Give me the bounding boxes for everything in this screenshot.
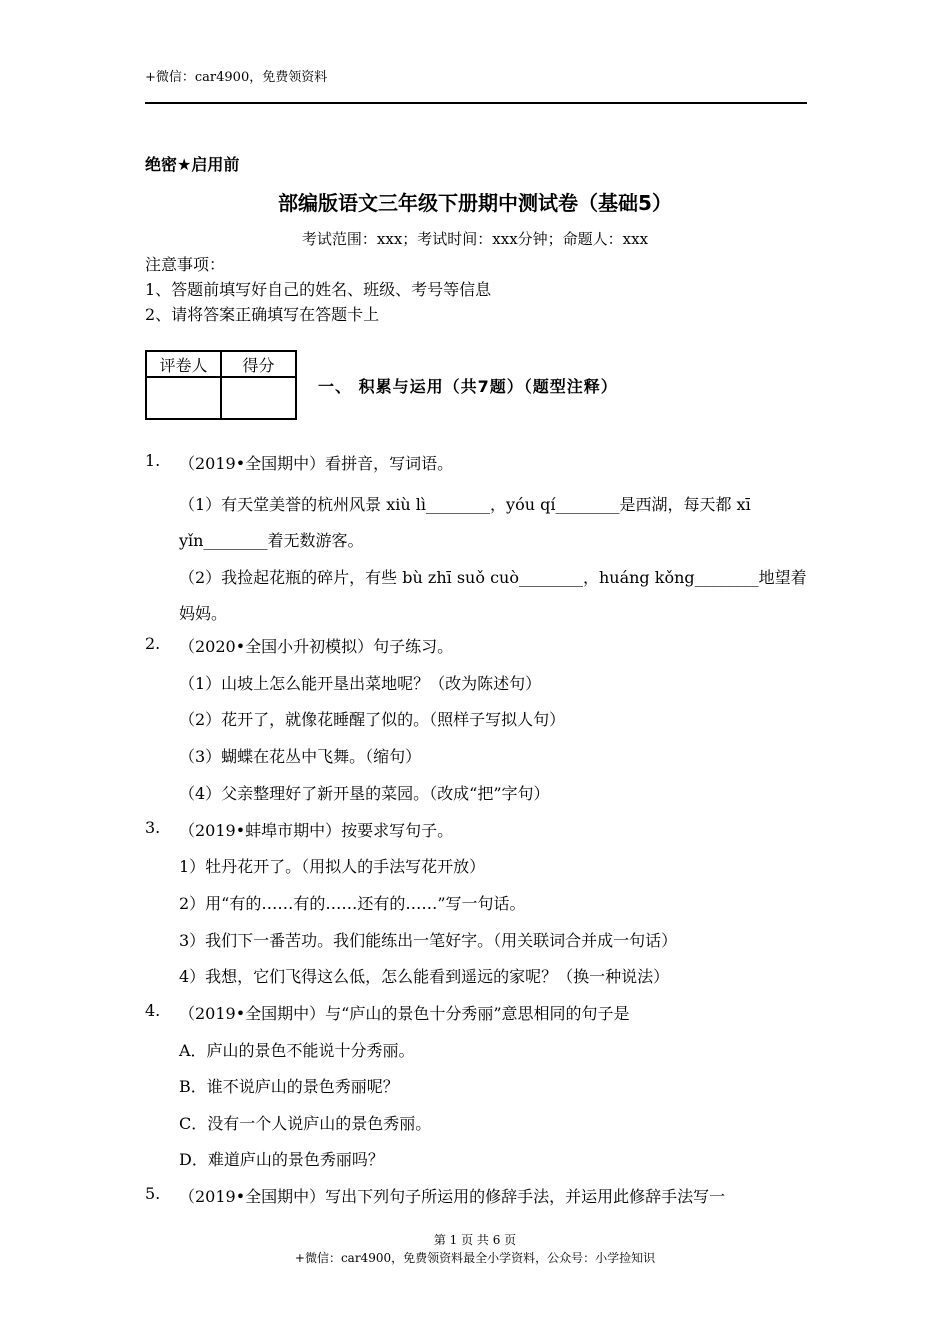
question-number: 3. [145, 818, 161, 837]
header-divider [145, 102, 807, 104]
notes-heading: 注意事项： [145, 255, 226, 274]
grader-cell [146, 377, 221, 419]
answer-option: B．谁不说庐山的景色秀丽呢？ [179, 1077, 399, 1096]
question-stem: （2019•全国期中）写出下列句子所运用的修辞手法，并运用此修辞手法写一 [179, 1187, 726, 1206]
page-number: 第 1 页 共 6 页 [433, 1233, 517, 1247]
score-table [145, 350, 297, 420]
question-part: 3）我们下一番苦功。我们能练出一笔好字。（用关联词合并成一句话） [179, 931, 678, 950]
footer-text: +微信：car4900，免费领资料最全小学资料，公众号：小学捡知识 [294, 1251, 656, 1265]
question-number: 1. [145, 451, 161, 470]
question-stem: （2020•全国小升初模拟）句子练习。 [179, 637, 454, 656]
grader-header: 评卷人 [146, 351, 221, 377]
note-item: 1、答题前填写好自己的姓名、班级、考号等信息 [145, 280, 492, 299]
question-part: （3）蝴蝶在花丛中飞舞。（缩句） [179, 747, 422, 766]
answer-option: C．没有一个人说庐山的景色秀丽。 [179, 1114, 432, 1133]
question-part: （2）花开了，就像花睡醒了似的。（照样子写拟人句） [179, 710, 566, 729]
page-title: 部编版语文三年级下册期中测试卷（基础5） [278, 191, 672, 215]
score-cell [221, 377, 296, 419]
question-stem: （2019•全国期中）与“庐山的景色十分秀丽”意思相同的句子是 [179, 1004, 630, 1023]
question-part: 4）我想，它们飞得这么低，怎么能看到遥远的家呢？（换一种说法） [179, 967, 670, 986]
header-text: +微信：car4900，免费领资料 [145, 70, 328, 85]
question-number: 4. [145, 1001, 161, 1020]
answer-option: D．难道庐山的景色秀丽吗？ [179, 1150, 384, 1169]
score-header: 得分 [221, 351, 296, 377]
question-part: （2）我捡起花瓶的碎片，有些 bù zhī suǒ cuò________，huáng kǒng________地望着妈妈。 [179, 568, 807, 623]
question-part: （1）山坡上怎么能开垦出菜地呢？（改为陈述句） [179, 674, 542, 693]
question-number: 5. [145, 1184, 161, 1203]
note-item: 2、请将答案正确填写在答题卡上 [145, 305, 380, 324]
question-number: 2. [145, 634, 161, 653]
question-part: （4）父亲整理好了新开垦的菜园。（改成“把”字句） [179, 784, 550, 803]
question-part: （1）有天堂美誉的杭州风景 xiù lì________，yóu qí________是西湖，每天都 xī yǐn________着无数游客。 [179, 495, 751, 550]
answer-option: A．庐山的景色不能说十分秀丽。 [179, 1041, 415, 1060]
section-title: 一、 积累与运用（共7题）（题型注释） [318, 377, 618, 396]
secret-label: 绝密★启用前 [145, 155, 240, 174]
question-part: 2）用“有的……有的……还有的……”写一句话。 [179, 894, 526, 913]
question-stem: （2019•全国期中）看拼音，写词语。 [179, 454, 454, 473]
exam-info: 考试范围：xxx；考试时间：xxx分钟；命题人：xxx [301, 230, 649, 248]
question-part: 1）牡丹花开了。（用拟人的手法写花开放） [179, 857, 486, 876]
question-stem: （2019•蚌埠市期中）按要求写句子。 [179, 821, 454, 840]
